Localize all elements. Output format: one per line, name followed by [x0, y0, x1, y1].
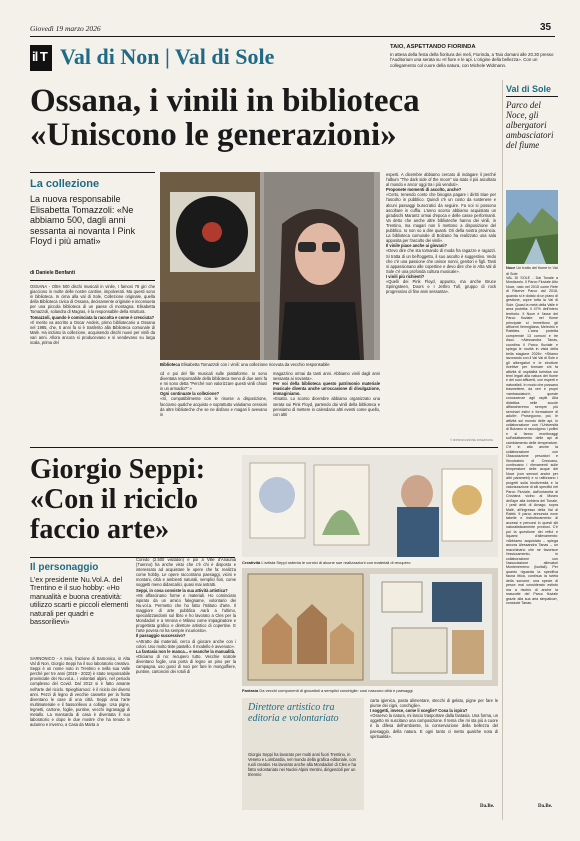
fantasy-caption-label: Fantasia [242, 688, 259, 693]
creativity-caption-label: Creatività [242, 560, 261, 565]
bio-box-text: Giorgio Seppi ha lavorato per molti anni fuori Trentino, in Veneto e Lombardia, nel mondo della grafica editoriale, con ruoli creativi. Ha lavorato anche alla Mondadori di Cles e ha fatto volontariato nei Nuclei Alpini trentini, dirigendoli per un triennio [248, 752, 357, 778]
article-divider [30, 447, 498, 448]
sidebar-photo-caption-text: Un tratto del fiume in Val di Sole [506, 266, 558, 276]
main-credit: © RIPRODUZIONE RISERVATA [450, 438, 494, 442]
main-col2-text: cd e poi del file musicali sulle piattaforme. Io sono diventata responsabile della biblioteca meno di due anni fa e mi sono detta "Perché non valorizzare questi vinili chiusi in un armadio?".» [160, 371, 267, 392]
byline [30, 270, 75, 276]
event-title: TAIO, ASPETTANDO FIORINDA [390, 44, 476, 50]
main-col1-text: OSSANA - Oltre 500 dischi musicali in vinile, I famosi 78 giri che giacciono in molte delle nostre cantine, impolverati. Ma questi sono in biblioteca. In cima alla val di Sole, Collezione originale, quella della Biblioteca civica di Ossana, decisamente originale e inconsueta per una piccola biblioteca di un paese di montagna. Elisabetta Tomazzoli, solandra di Magras, è la responsabile della struttura. [30, 284, 155, 315]
fantasy-photo-illustration [242, 568, 498, 686]
main-col1-answer: «Il merito va ascritto a Oscar Andeis, primo bibliotecario a Ossana nel 1985, che, 5 anni fa si è trasferito alla Biblioteca comunale di Malè. Ha iniziato la collezione, acquisendo dischi nuovi per vinili da vari anni. Allora ancora si producevano e si vendevano su larga scala, prima del [30, 319, 155, 346]
second-col2-question2: Il passaggio successivo? [136, 633, 186, 639]
main-col4-answer3: «Quelli dei Pink Floyd, appunto, ma anche Bruce Springsteen, Doors e I Jethro Tull, gruppo di rock progressivo di fine anni sessanta». [386, 278, 496, 295]
kicker-rule [30, 172, 155, 173]
creativity-photo-illustration [242, 455, 498, 557]
second-kicker: Il personaggio [30, 562, 99, 573]
second-col2-question: Seppi, in cosa consiste la sua attività artistica? [136, 587, 228, 593]
byline-text: di Daniele Benfanti [30, 270, 76, 276]
main-photo-caption [160, 362, 382, 368]
page-number: 35 [540, 22, 552, 33]
creativity-caption [242, 560, 498, 566]
section-divider: | [164, 44, 170, 69]
creativity-caption-text: L'artista Seppi ostenta le cornici di alcune sue realizzazioni con materiali di recupero [261, 560, 411, 565]
section-name-2: Val di Sole [174, 44, 275, 69]
main-col4-question2: Il vinile piace anche ai giovani? [386, 243, 447, 249]
main-photo-caption-label: Biblioteca [160, 362, 181, 367]
sidebar-divider [502, 80, 503, 820]
sidebar-photo-caption-label: Noce [506, 266, 516, 270]
second-col2-answer: «Mi affascinano forme e materiali. Ho cominciato ispirato da un amico falegname, volontario dei Nu.vol.a. Permetto che ho fatto l'Istituto d'arte. Il maggiore di arte pubblica Aarà a l'ultimo, specializzandomi sul libro e ho lavorato a Cles per la Mondadori e a Verona e Milano come impaginatore e progettista grafico e direttore artistico di copertine. E l'arte povera mi ha sempre incuriosito». [136, 592, 236, 634]
byline-rule [30, 280, 155, 281]
second-headline: Giorgio Seppi: «Con il riciclo faccio arte» [30, 454, 206, 545]
second-col2-answer3: «Diciamo di no: recupero tutto. Vecchie scatole diventano foglie, una porta di legno un pino per la campagna, uso gusci di noci per fare le mongolfiere, puntine, cartoncini dei rotoli di [136, 653, 236, 675]
second-col2-text: Coredo (2.500 visitatori) e poi a Ville d'Anaunia (Tuenno) ha anche visto che c'è chi è disposto e interessato ad acquistare le opere che fa: realizza come hobby. Le opere raccontano paesaggi, vicini e montani, città e ambienti naturali, semplici fiori, come soggetti meno didascalici, quasi mai astratti. [136, 557, 236, 588]
header-date: Giovedì 19 marzo 2026 [30, 24, 101, 33]
main-headline: Ossana, i vinili in biblioteca «Uniscono le generazioni» [30, 83, 420, 153]
event-text: In attesa della festa della fioritura dei meli, Fiorinda, a Taio domani alle 20.30 presso l'Auditorium una serata su «Il fiore e le api. L'origine della bellezza». Con un collegamento col cuore della natura, con Michele Widmann. [390, 52, 554, 68]
second-col3-text: carta igienica, pasta alimentare, stecchi di gelato, pigne per fare le piume dei cigni, conchiglie». [370, 698, 498, 709]
sidebar-photo [506, 190, 558, 264]
second-col3 [370, 698, 498, 739]
main-col2 [160, 371, 267, 417]
second-col1-text: SARNONICO - A Seio, frazione di Sarnonico, in Alta Val di Non, Giorgio Seppi ha il suo laboratorio creativo. Seppi è un nome noto in Trentino e nella sua Valle perché per tre anni (2019 - 2022) è stato responsabile provinciale dei Nu.vol.a., i volontari alpini, nel periodo complesso del Covid. Dal 2012 si è fatto amante nell'arte del riciclo. Spieghiamoci: è il riciclo dei diversi anni. Pezzi di legno di vecchie cassette per la frutta diventano le case di una città. Seppi ama l'arte multimateriale e il bassorilievo a collage. Usa pigne, legnetti, cartone, foglie, puntine, vecchi ingranaggi di metallo. La mansarda di casa è diventata il suo laboratorio e dopo le due mostre che ha tenuto in autunno e inverno, a Casa da Marta a [30, 656, 130, 728]
main-col4-answer2: «Devo dire che sta tornando di moda fra ragazze e ragazzi. Si tratta di un bell'oggetto, il suo ascolto è suggestivo. Vedo che c'è una passione che unisce nonni, genitori e figli. Tanti si appassionano alle copertine e devo dire che in Alta Val di Sole c'è una profonda cultura musicale». [386, 248, 496, 274]
main-col2-answer: «Sì, compatibilmente con le risorse a disposizione, facciamo qualche acquisto e soprattutto valutiamo cessioni da altre biblioteche che se ne disfano e magari li avevano in [160, 396, 267, 417]
main-photo-caption-text: Elisabetta Tomazzoli con i vinili: una collezione ricevuta da vecchio responsabile [181, 362, 330, 367]
logo-text: il T [32, 49, 47, 64]
main-col1 [30, 284, 155, 345]
main-col4-answer: «Certo, tenendo conto che bisogna pagare i diritti Siae per l'ascolto in pubblico. Quindi c'è un costo da sostenere e alcuni passaggi burocratici da seguire. Fa noi si possono ascoltare in cuffia. L'anno scorso abbiamo acquistato un giradischi Marantz ormai d'epoca e delle casse performanti. Va detto che anche altre biblioteche hanno dei vinili, in Trentino, ma magari non li mettono a disposizione del pubblico. Io non so a dire quanti. Ori della nostra provincia. La biblioteca comunale di Bolzano ha realizzato una sala apposita per l'ascolto dei vinili». [386, 192, 496, 244]
main-col2-question: Ogni continuate la collezione? [160, 391, 220, 397]
main-col4-text: esperti. A dicembre abbiamo cercato di indagare il perché l'album "The dark side of the moon" sia stato il più ascoltato al mondo e ancor oggi tra i più venduti». [386, 172, 496, 188]
second-summary: L'ex presidente Nu.Vol.A. del Trentino e il suo hobby: «Ho manualità e buona creatività: utilizzo scarti e piccoli elementi naturali per quadri e bassorilievi» [30, 575, 129, 627]
section-title [60, 44, 274, 70]
main-photo-illustration [160, 172, 380, 360]
second-col3-question: I soggetti, invece, come li sceglie? Cosa la ispira? [370, 708, 468, 714]
second-col2 [136, 557, 236, 674]
second-col2-question3: La fantasia non le manca... e neanche la manualità. [136, 648, 236, 654]
bio-box-title: Direttore artistico tra editoria e volontariato [248, 702, 339, 724]
second-col1 [30, 656, 130, 727]
sidebar-kicker: Val di Sole [506, 84, 552, 94]
creativity-photo [242, 455, 498, 557]
fantasy-caption-text: Da vecchi componenti di giocattoli a semplici conchiglie: così nascono città e paesaggi [259, 688, 413, 693]
river-photo-illustration [506, 190, 558, 264]
sidebar-headline: Parco del Noce, gli albergatori ambasciatori del fiume [506, 100, 554, 150]
fantasy-caption [242, 688, 498, 694]
second-col3-answer: «Osservo la natura, mi lascio trasportare dalla fantasia. Una forma, un oggetto mi suscitano una composizione. Il tema che mi sta più a cuore è la difesa dell'ambiente, la conservazione della bellezza del paesaggio, della natura. E ogni tanto ci metto qualche nota di spiritualità». [370, 713, 498, 739]
main-col3 [273, 371, 380, 417]
fantasy-photo [242, 568, 498, 686]
sidebar-signature: Da.Be. [538, 804, 553, 809]
main-col1-question: Tomazzoli, quando è cominciata la raccolta e come è cresciuta? [30, 314, 155, 320]
sidebar-text: VAL DI SOLE - Dal Tonale a Mostizzolo. Il Parco Fluviale Alto Noce, nato nel 2015 come Rete di Riserve Parco dal 2018, quando si è dotato di un piano di gestione, copre tutta la Val di Sole. Quasi la metà della Valle è area protetta: il 47% dell'intero territorio. Il Noce è l'asse del Parco fluviale: nel fiume principale si immettono gli affluenti Vermigliana, Meledrio e Rabbies. L'area protetta comprende 13 comuni e tre Asuc. «Alessandra Tanas, coordina il Parco fluviale e spiega le novità in vista della bella stagione 2026». «Stiamo lavorando con il Val Val di Sole e gli albergatori e le strutture ricettive per formare chi fa attività di ospitalità turistica sui temi legati alla natura del fiume e dei suoi affluenti, con esperti e naturalisti. In modo che possano trasmettere, da veri e propri «ambasciatori», queste conoscenze agli ospiti. Alla didattica nelle scuole affiancheremo sempre più seminari estivi e formazione di adulti». Proseguono, poi, le attività sul mondo delle api, in collaborazione con l'Università di Bolzano si raccolgono i pollini e si fanno monitoraggi sull'adattamento delle api al cambiamento delle temperature. C'è in atto anche la collaborazione con l'Associazione pescatori e l'incubatoio di Cresvano, continuano i rilevamenti sulle temperature delle acque del Noce (con sensori anche per altri parametri) e si rafforzano i progetti sulla biodiversità e la valorizzazione di siti specifici nel Parco Fluviale, dall'ontaneta di Croviana vicino al Museo dell'ape alla torbiera del Tonale, i prati aridi di Amago, sopra Malé, all'ingresso della Val di Rabbi. Il parco annuncia nove tabelle e ristrutturamento di accessi e percorsi in questi siti naturalisticamente preziosi. C'è poi la questione dei reflui e liquami d'allevamento: «Abbiamo acquistato – spiega ancora Alessandra Tanas – un macchinario che ne favorisce l'essiccamento, in collaborazione con l'associazione allevatori Montenerremo (Isoltali). Per quanto riguarda la specifica fauna ittica, continua la tutela della sorcone, una specie di pesce mai considerato estinto ma a rischio di anche la mascotte del Parco fluviale grazie alla sua aria simpatica», conclude Tanas. [506, 276, 559, 606]
main-photo [160, 172, 380, 360]
main-col3-text: magazzino ormai da tanti anni. Abbiamo vinili dagli anni sessanta ai novanta». [273, 371, 380, 382]
main-col4-question3: I vinili più richiesti? [386, 273, 425, 279]
main-col4-question: Proponete momenti di ascolto, anche? [386, 187, 462, 193]
main-col4 [386, 172, 496, 294]
main-col3-question: Per voi della biblioteca questo patrimonio materiale musicale diventa anche un'occasione di divulgazione, immaginiamo. [273, 381, 380, 397]
sidebar-kicker-rule [506, 96, 558, 97]
second-signature: Da.Be. [480, 804, 495, 809]
main-col3-answer: «Esatto. Lo scorso dicembre abbiamo organizzato una serata sui Pink Floyd, partendo dai vinili della biblioteca e pensiamo di mettere in calendario altri eventi come quello, con altri [273, 396, 380, 417]
header-rule [30, 36, 555, 37]
section-name-1: Val di Non [60, 44, 160, 69]
main-kicker: La collezione [30, 178, 100, 190]
main-summary: La nuova responsabile Elisabetta Tomazzoli: «Ne abbiamo 500, dagli anni sessanta ai novanta I Pink Floyd i più amati» [30, 194, 136, 246]
second-col2-answer2: «Attratto dai materiali, cerco di giocare anche con i colori. Uso molto tinte pastello. Il modello è avvenuto». [136, 638, 236, 649]
